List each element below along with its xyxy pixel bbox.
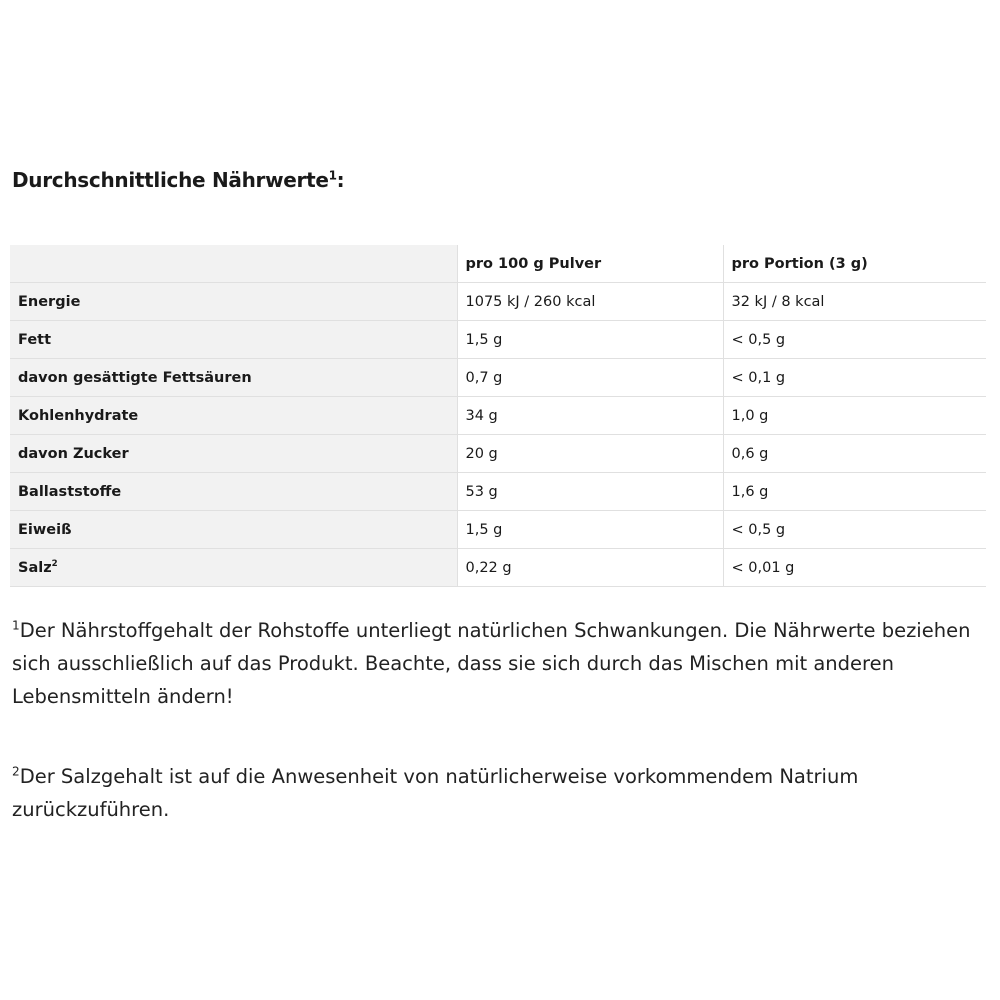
table-row [10, 549, 986, 587]
row-label: Fett [10, 321, 457, 359]
table-row [10, 435, 986, 473]
row-label: Eiweiß [10, 511, 457, 549]
value-per-100g: 1075 kJ / 260 kcal [457, 283, 723, 321]
table-row [10, 511, 986, 549]
footnote-reference-2: 2 [51, 558, 58, 569]
footnote-text: Der Nährstoffgehalt der Rohstoffe unterliegt natürlichen Schwankungen. Die Nährwerte beziehen sich ausschließlich auf das Produkt. Beachte, dass sie sich durch das Mischen mit anderen Lebensmitteln ändern! [12, 619, 971, 708]
footnote-2 [12, 760, 987, 826]
value-per-portion: 32 kJ / 8 kcal [723, 283, 986, 321]
value-per-100g: 53 g [457, 473, 723, 511]
page-title-colon: : [336, 168, 345, 192]
value-per-100g: 1,5 g [457, 511, 723, 549]
row-label-text: Salz [18, 559, 52, 576]
nutrition-table [10, 245, 986, 587]
footnote-marker: 1 [12, 618, 20, 633]
row-label-salz [10, 549, 457, 587]
row-label: Ballaststoffe [10, 473, 457, 511]
table-row [10, 473, 986, 511]
footnote-text: Der Salzgehalt ist auf die Anwesenheit von natürlicherweise vorkommendem Natrium zurückzuführen. [12, 765, 859, 821]
value-per-portion: 1,0 g [723, 397, 986, 435]
value-per-100g: 20 g [457, 435, 723, 473]
value-per-portion: < 0,5 g [723, 511, 986, 549]
value-per-portion: < 0,01 g [723, 549, 986, 587]
header-per-100g: pro 100 g Pulver [457, 245, 723, 283]
value-per-100g: 1,5 g [457, 321, 723, 359]
footnote-reference-1: 1 [328, 168, 337, 183]
value-per-portion: < 0,1 g [723, 359, 986, 397]
table-row [10, 321, 986, 359]
row-label: Kohlenhydrate [10, 397, 457, 435]
value-per-100g: 0,7 g [457, 359, 723, 397]
value-per-100g: 34 g [457, 397, 723, 435]
row-label: Energie [10, 283, 457, 321]
table-row [10, 283, 986, 321]
footnote-marker: 2 [12, 764, 20, 779]
value-per-portion: 1,6 g [723, 473, 986, 511]
row-label: davon Zucker [10, 435, 457, 473]
footnote-1 [12, 614, 987, 713]
value-per-100g: 0,22 g [457, 549, 723, 587]
table-row [10, 397, 986, 435]
page-title [12, 168, 344, 192]
page-title-text: Durchschnittliche Nährwerte [12, 168, 329, 192]
header-corner-cell [10, 245, 457, 283]
table-header-row [10, 245, 986, 283]
value-per-portion: 0,6 g [723, 435, 986, 473]
table-row [10, 359, 986, 397]
header-per-portion: pro Portion (3 g) [723, 245, 986, 283]
value-per-portion: < 0,5 g [723, 321, 986, 359]
row-label: davon gesättigte Fettsäuren [10, 359, 457, 397]
